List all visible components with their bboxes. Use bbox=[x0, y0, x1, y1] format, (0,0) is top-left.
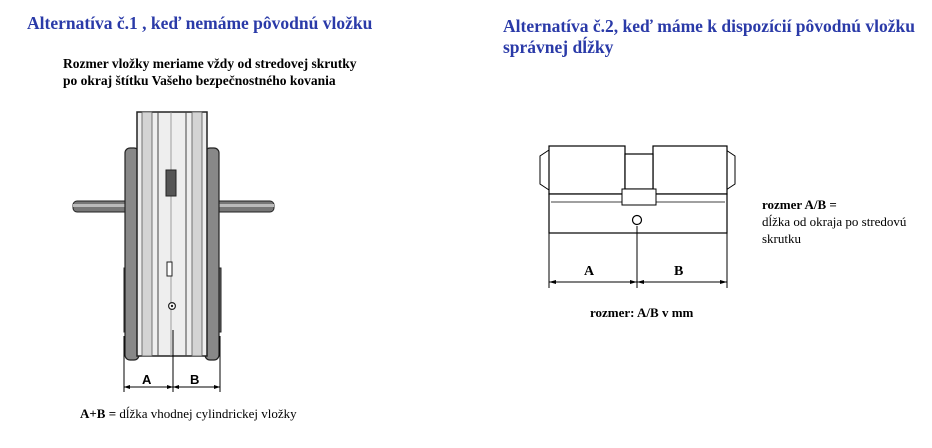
right-dimension-b: B bbox=[674, 264, 684, 279]
right-dimension-a: A bbox=[584, 264, 595, 279]
left-note-text: dĺžka vhodnej cylindrickej vložky bbox=[116, 406, 297, 421]
door-handle-diagram bbox=[73, 112, 274, 392]
right-dimension-note bbox=[762, 196, 912, 247]
left-dimension-a: A bbox=[142, 372, 152, 387]
right-note-bold: rozmer A/B = bbox=[762, 197, 837, 212]
left-dimension-b: B bbox=[190, 372, 200, 387]
dimension-caption: rozmer: A/B v mm bbox=[590, 305, 694, 320]
measurement-description: Rozmer vložky meriame vždy od stredovej skrutky po okraj štítku Vašeho bezpečnostného kovania bbox=[63, 56, 357, 88]
left-note-bold: A+B = bbox=[80, 406, 117, 421]
heading-alternative-1: Alternatíva č.1 , keď nemáme pôvodnú vložku bbox=[27, 13, 373, 33]
heading-alternative-2: Alternatíva č.2, keď máme k dispozícií pôvodnú vložku správnej dĺžky bbox=[503, 16, 915, 57]
right-note-text: dĺžka od okraja po stredovú skrutku bbox=[762, 214, 907, 246]
left-length-note bbox=[80, 405, 300, 422]
cylinder-diagram bbox=[540, 146, 735, 288]
